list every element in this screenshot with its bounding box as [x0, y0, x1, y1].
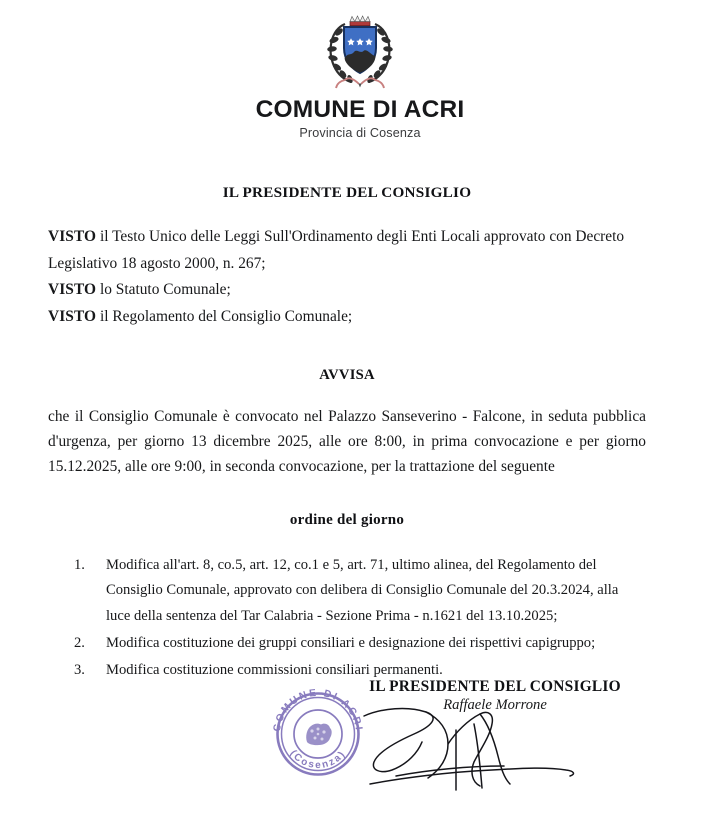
visto-keyword: VISTO [48, 307, 97, 325]
org-name: COMUNE DI ACRI [255, 96, 465, 123]
heading-ordine-del-giorno: ordine del giorno [289, 511, 405, 528]
agenda-item: Modifica costituzione commissioni consiliari permanenti. [106, 662, 443, 679]
visto-keyword: VISTO [48, 281, 97, 299]
letterhead [0, 0, 720, 140]
convocation-paragraph: che il Consiglio Comunale è convocato nel Palazzo Sanseverino - Falcone, in seduta pubblica d'urgenza, per giorno 13 dicembre 2025, alle ore 8:00, in prima convocazione e per giorno 15.12.2025, alle ore 9:00, in seconda convocazione, per la trattazione del seguente [48, 407, 646, 475]
document-body [48, 184, 646, 684]
visto-clause [48, 277, 646, 304]
agenda-list [48, 553, 646, 684]
heading-avvisa: AVVISA [319, 366, 375, 383]
signature-role: IL PRESIDENTE DEL CONSIGLIO [369, 678, 621, 695]
visto-text: il Regolamento del Consiglio Comunale; [96, 307, 353, 325]
visto-clause [48, 304, 646, 331]
visto-text: lo Statuto Comunale; [96, 281, 231, 299]
heading-presidente-del-consiglio: IL PRESIDENTE DEL CONSIGLIO [222, 183, 472, 201]
signature-name: Raffaele Morrone [443, 697, 547, 713]
visto-clause-group [48, 224, 646, 331]
svg-text:(Cosenza): (Cosenza) [287, 748, 349, 772]
handwritten-signature-icon [352, 700, 597, 800]
visto-clause [48, 224, 646, 277]
agenda-item: Modifica all'art. 8, co.5, art. 12, co.1 e 5, art. 71, ultimo alinea, del Regolamento del Consiglio Comunale, approvato con delibera di Consiglio Comunale del 20.3.2024, alla luce della sentenza del Tar Calabria - Sezione Prima - n.1621 del 13.10.2025; [106, 556, 619, 624]
agenda-item: Modifica costituzione dei gruppi consiliari e designazione dei rispettivi capigruppo; [106, 635, 596, 652]
org-subtitle: Provincia di Cosenza [299, 125, 421, 140]
svg-text:COMUNE DI ACRI: COMUNE DI ACRI [271, 687, 364, 733]
comune-di-acri-coat-of-arms-icon [323, 12, 397, 92]
visto-text: il Testo Unico delle Leggi Sull'Ordinamento degli Enti Locali approvato con Decreto Legislativo 18 agosto 2000, n. 267; [48, 227, 625, 272]
visto-keyword: VISTO [48, 227, 97, 245]
